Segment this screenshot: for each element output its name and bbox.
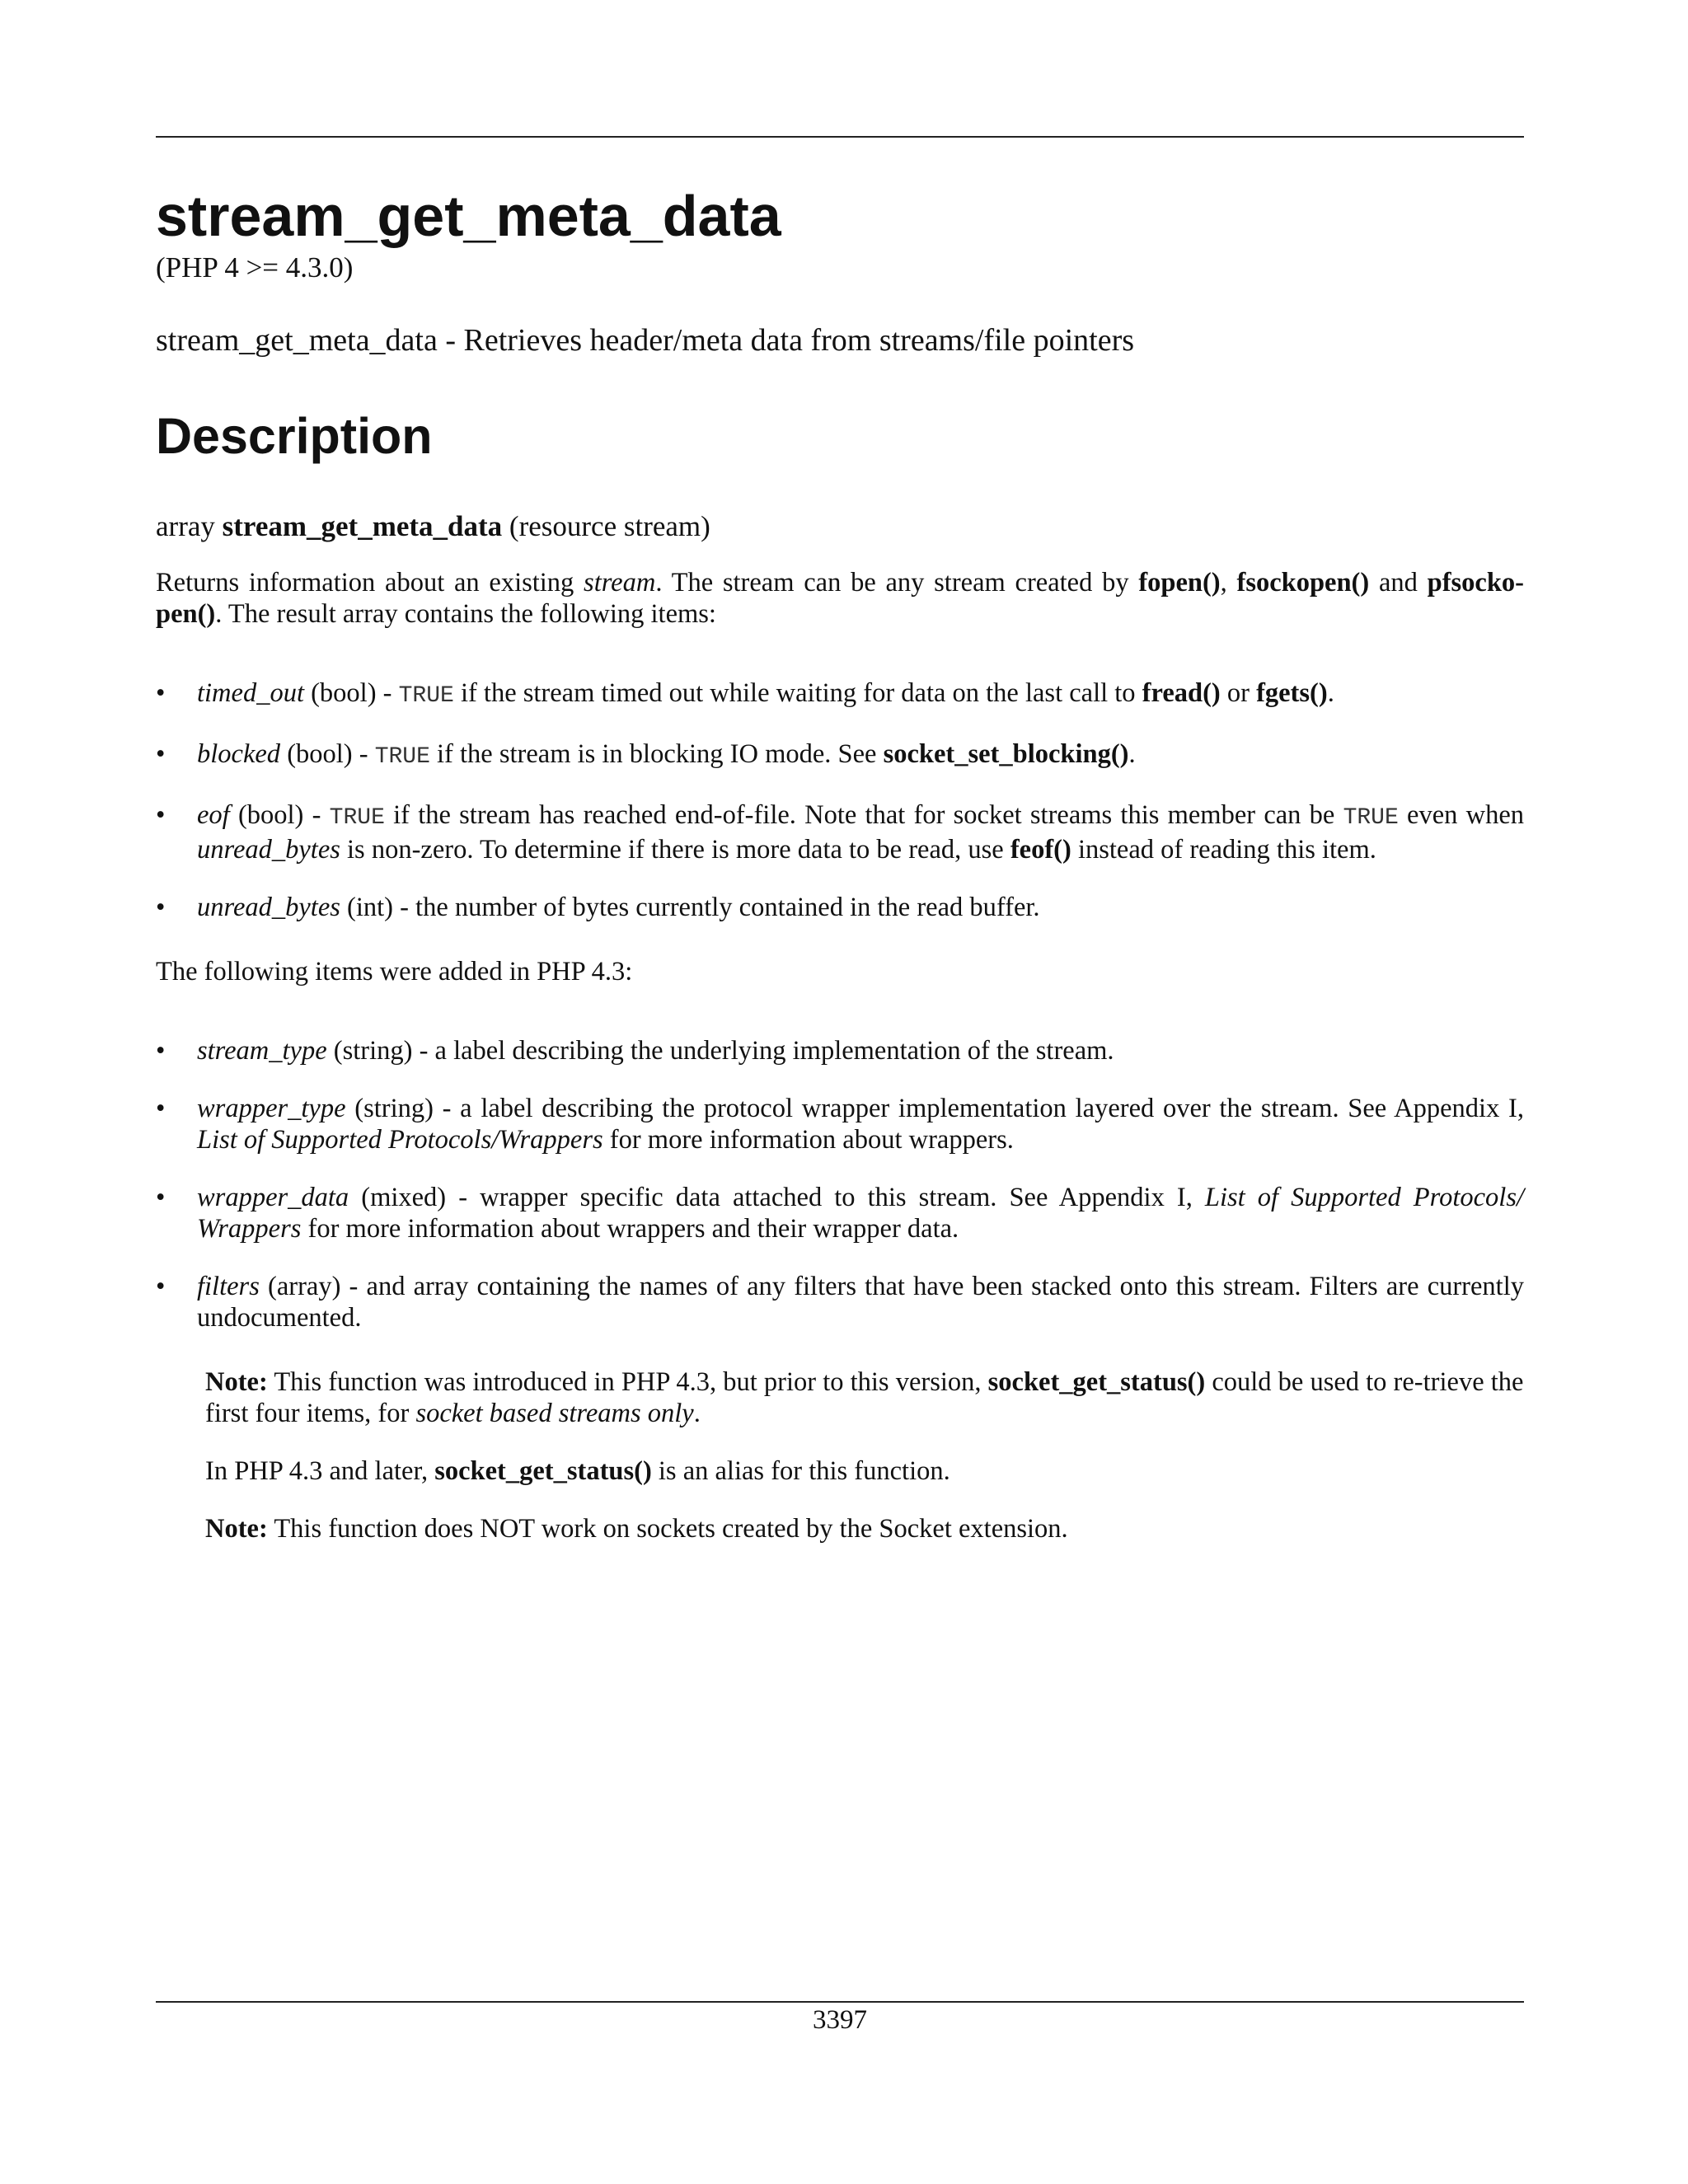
constant-true: TRUE — [398, 683, 454, 710]
link-socket-get-status[interactable]: socket_get_status() — [987, 1367, 1206, 1398]
notes-block — [205, 1366, 1524, 1544]
constant-true: TRUE — [1343, 805, 1399, 832]
link-protocols-appendix[interactable]: List of Supported Protocols/Wrappers — [197, 1125, 603, 1155]
link-socket-set-blocking[interactable]: socket_set_blocking() — [883, 739, 1129, 770]
bullet: • — [156, 678, 166, 709]
list-item-stream-type: • stream_type (string) - a label describing the underlying implementation of the stream. — [156, 1036, 1114, 1066]
note-socket-extension: Note: This function does NOT work on sockets created by the Socket extension. — [205, 1514, 1068, 1544]
version-info: (PHP 4 >= 4.3.0) — [156, 251, 354, 284]
link-protocols-appendix[interactable]: List of Supported Protocols/ Wrappers — [197, 1183, 1524, 1244]
list-item-eof: • eof (bool) - TRUE if the stream has reached end-of-file. Note that for socket streams this member can be TRUE even when unread_bytes is non-zero. To determine if there is more data to be read, use feof() instead of reading this item. — [156, 800, 1524, 865]
list-item-wrapper-type: • wrapper_type (string) - a label describing the protocol wrapper implementation layered over the stream. See Appendix I, List of Supported Protocols/Wrappers for more information about wrappers. — [156, 1094, 1524, 1155]
note-label: Note: — [205, 1367, 268, 1398]
function-synopsis — [156, 509, 1524, 544]
note-alias: In PHP 4.3 and later, socket_get_status() is an alias for this function. — [205, 1456, 950, 1487]
page-number: 3397 — [813, 2005, 867, 2035]
list-item-timed-out: • timed_out (bool) - TRUE if the stream timed out while waiting for data on the last call to fread() or fgets(). — [156, 678, 1334, 710]
link-pfsockopen[interactable]: pfsocko-pen() — [156, 568, 1524, 630]
link-socket-get-status[interactable]: socket_get_status() — [434, 1456, 652, 1487]
list-item-blocked: • blocked (bool) - TRUE if the stream is in blocking IO mode. See socket_set_blocking(). — [156, 739, 1136, 771]
bullet: • — [156, 1272, 166, 1302]
page-content — [156, 186, 1524, 1571]
constant-true: TRUE — [329, 805, 385, 832]
stream-param: stream — [584, 568, 656, 598]
link-fgets[interactable]: fgets() — [1256, 678, 1328, 709]
note-introduced: Note: This function was introduced in PHP 4.3, but prior to this version, socket_get_status() could be used to re-trieve the first four items, for socket based streams only. — [205, 1367, 1524, 1429]
list-item-unread-bytes: • unread_bytes (int) - the number of bytes currently contained in the read buffer. — [156, 893, 1040, 923]
return-type: array — [156, 510, 215, 543]
header-rule — [156, 136, 1524, 138]
bullet: • — [156, 800, 166, 831]
page-title: stream_get_meta_data — [156, 184, 781, 248]
function-name: stream_get_meta_data — [222, 510, 503, 543]
link-feof[interactable]: feof() — [1010, 835, 1071, 865]
list-item-wrapper-data: • wrapper_data (mixed) - wrapper specific data attached to this stream. See Appendix I, List of Supported Protocols/ Wrappers for more information about wrappers and their wrapper data. — [156, 1183, 1524, 1244]
constant-true: TRUE — [374, 744, 430, 771]
intro-paragraph: Returns information about an existing stream. The stream can be any stream created by fopen(), fsockopen() and pfsocko-pen(). The result array contains the following items: — [156, 568, 1524, 630]
bullet: • — [156, 1094, 166, 1124]
link-fopen[interactable]: fopen() — [1138, 568, 1221, 598]
description-heading: Description — [156, 408, 433, 465]
ref-purpose: stream_get_meta_data - Retrieves header/meta data from streams/file pointers — [156, 322, 1135, 358]
link-fsockopen[interactable]: fsockopen() — [1236, 568, 1370, 598]
added-items-list — [156, 1035, 1524, 1333]
list-item-filters: • filters (array) - and array containing the names of any filters that have been stacked onto this stream. Filters are currently undocumented. — [156, 1272, 1524, 1333]
bullet: • — [156, 1036, 166, 1066]
items-list — [156, 677, 1524, 923]
footer-rule — [156, 2001, 1524, 2003]
link-fread[interactable]: fread() — [1142, 678, 1221, 709]
function-params: (resource stream) — [509, 510, 710, 543]
bullet: • — [156, 1183, 166, 1213]
note-label: Note: — [205, 1514, 268, 1544]
added-items-intro: The following items were added in PHP 4.3: — [156, 957, 633, 987]
bullet: • — [156, 893, 166, 923]
bullet: • — [156, 739, 166, 770]
